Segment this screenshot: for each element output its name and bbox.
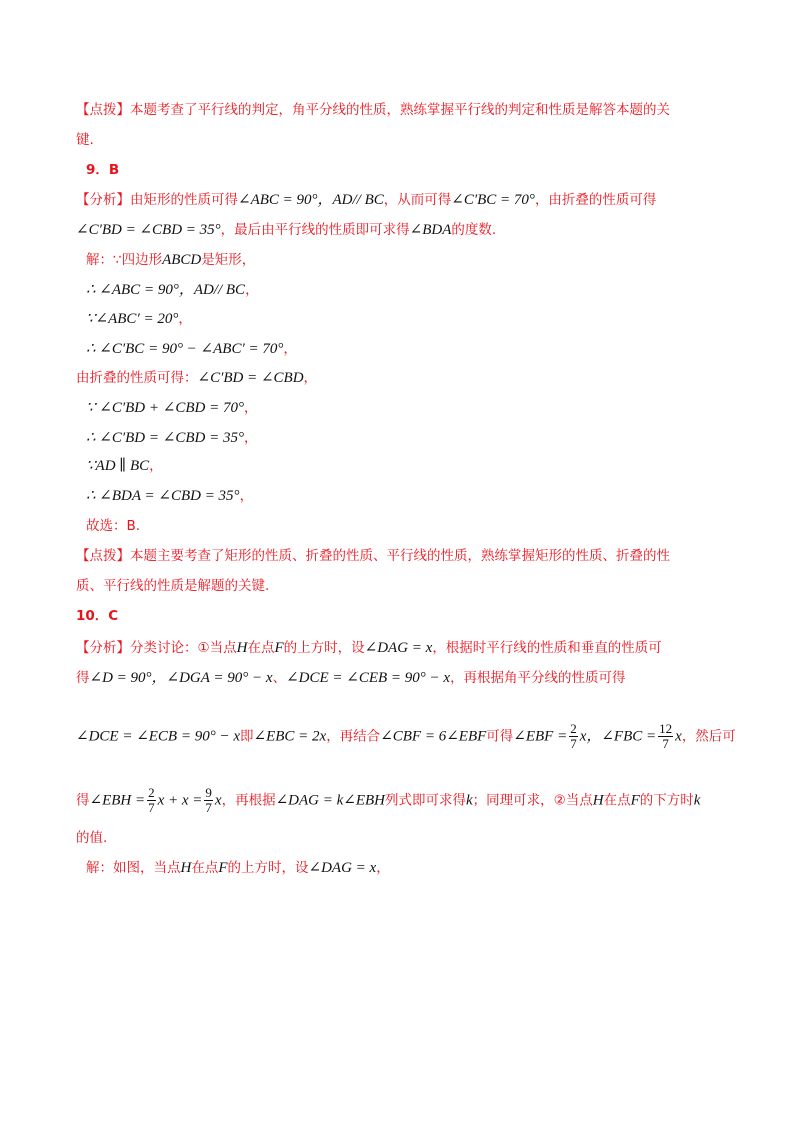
text-segment: 在点 [603, 792, 631, 809]
text-segment: ， [178, 311, 192, 327]
text-line [86, 160, 119, 180]
math-expression: x + x = [157, 792, 203, 809]
text-line [76, 100, 670, 120]
text-segment: 键. [76, 132, 94, 148]
text-segment: 列式即可求得 [385, 792, 466, 809]
text-line [86, 339, 297, 359]
math-expression: ∴ ∠ABC = 90°，AD// BC [86, 282, 246, 298]
text-segment: 质、平行线的性质是解题的关键. [76, 578, 270, 594]
text-segment: 9．B [86, 162, 120, 178]
text-segment: ，根据时平行线的性质和垂直的性质可 [432, 640, 662, 656]
text-segment: 在点 [247, 640, 275, 656]
fraction-numerator: 2 [570, 721, 577, 736]
math-expression: ∠EBH = [89, 792, 146, 809]
text-segment: 解：∵四边形 [86, 252, 163, 268]
math-expression: H [236, 640, 248, 656]
text-segment: ，然后可 [681, 728, 736, 745]
math-expression: x，∠FBC = [579, 728, 657, 745]
text-line [76, 130, 94, 150]
fraction [204, 786, 213, 815]
text-line [76, 576, 269, 596]
text-line [86, 398, 257, 418]
math-expression: ∠BDA [409, 222, 452, 238]
text-segment: 解：如图，当点 [86, 860, 181, 876]
text-segment: ， [149, 458, 163, 474]
text-segment: 【分析】分类讨论：①当点 [76, 640, 237, 656]
math-expression: ∠C′BC = 70° [451, 192, 535, 208]
math-expression: ∵AD ∥ BC [86, 458, 150, 474]
math-expression: ∠CBF = 6∠EBF [380, 728, 487, 745]
math-expression: H [592, 792, 604, 809]
math-expression: ABCD [162, 252, 202, 268]
math-expression: F [218, 860, 228, 876]
math-expression: x [675, 728, 682, 745]
math-expression: ∠EBC = 2x [253, 728, 327, 745]
text-segment: ，再根据 [221, 792, 276, 809]
math-expression: ∴ ∠C′BC = 90° − ∠ABC′ = 70° [86, 341, 284, 357]
text-segment: 故选：B. [86, 518, 141, 534]
math-expression: ∠C′BD = ∠CBD [197, 370, 304, 386]
text-line [86, 456, 163, 476]
text-segment: ，再根据角平分线的性质可得 [450, 670, 626, 686]
text-segment: ，最后由平行线的性质即可求得 [220, 222, 410, 238]
math-expression: ∠EBF = [513, 728, 568, 745]
text-segment: ，由折叠的性质可得 [534, 192, 657, 208]
text-segment: 、 [272, 670, 287, 686]
text-line [76, 190, 656, 210]
text-segment: ， [376, 860, 390, 876]
math-expression: F [630, 792, 640, 809]
text-segment: ， [243, 400, 258, 416]
text-line [86, 486, 253, 506]
math-expression: x [214, 792, 222, 809]
text-segment: ，再结合 [326, 728, 381, 745]
text-segment: 得 [76, 792, 90, 809]
math-expression: k [693, 792, 701, 809]
math-expression: ∴ ∠BDA = ∠CBD = 35° [86, 488, 240, 504]
fraction [569, 722, 578, 751]
fraction-denominator: 7 [662, 736, 669, 751]
math-expression: ∠DAG = x [364, 640, 433, 656]
math-expression: ∠DCE = ∠ECB = 90° − x [76, 728, 240, 745]
text-line [76, 786, 700, 815]
text-line [76, 606, 118, 626]
text-line [76, 722, 736, 751]
text-line [86, 428, 257, 448]
text-line [86, 280, 259, 300]
text-segment: ， [245, 282, 259, 298]
text-segment: 10．C [76, 608, 119, 624]
math-expression: k [466, 792, 473, 809]
fraction-numerator: 12 [659, 721, 673, 736]
text-segment: ， [303, 370, 318, 386]
text-line [76, 668, 626, 688]
math-expression: ∠DCE = ∠CEB = 90° − x [286, 670, 451, 686]
text-segment: 【分析】由矩形的性质可得 [76, 192, 238, 208]
text-segment: 在点 [191, 860, 219, 876]
text-segment: 的下方时 [639, 792, 694, 809]
text-segment: 可得 [486, 728, 514, 745]
text-segment: 由折叠的性质可得： [76, 370, 198, 386]
text-segment: ， [239, 488, 254, 504]
fraction-numerator: 2 [148, 785, 155, 800]
math-expression: ∴ ∠C′BD = ∠CBD = 35° [86, 430, 244, 446]
fraction-denominator: 7 [148, 800, 155, 815]
text-segment: 得 [76, 670, 90, 686]
text-segment: 的上方时，设 [283, 640, 365, 656]
text-segment: ， [243, 430, 258, 446]
text-segment: 的度数. [451, 222, 497, 238]
text-segment: 即 [240, 728, 254, 745]
math-expression: ∵∠ABC′ = 20° [86, 311, 179, 327]
fraction-denominator: 7 [570, 736, 577, 751]
math-expression: ∠C′BD = ∠CBD = 35° [76, 222, 221, 238]
text-line [86, 516, 140, 536]
text-segment: 【点拨】本题考查了平行线的判定，角平分线的性质，熟练掌握平行线的判定和性质是解答本题的关 [76, 102, 670, 118]
text-segment: 的上方时，设 [227, 860, 309, 876]
text-line [76, 828, 107, 848]
math-expression: ∠ABC = 90°，AD// BC [238, 192, 384, 208]
text-segment: ， [283, 341, 297, 357]
fraction [147, 786, 156, 815]
fraction [658, 722, 673, 751]
text-line [76, 220, 496, 240]
math-expression: H [180, 860, 192, 876]
text-segment: ，从而可得 [383, 192, 452, 208]
fraction-denominator: 7 [205, 800, 212, 815]
text-line [86, 309, 192, 329]
text-line [86, 250, 255, 270]
text-segment: ；同理可求，②当点 [472, 792, 593, 809]
math-expression: ∠D = 90°，∠DGA = 90° − x [89, 670, 273, 686]
text-line [76, 368, 317, 388]
text-line [76, 546, 670, 566]
math-expression: ∵ ∠C′BD + ∠CBD = 70° [86, 400, 244, 416]
text-segment: 是矩形， [201, 252, 256, 268]
math-expression: ∠DAG = x [308, 860, 377, 876]
math-expression: ∠DAG = k∠EBH [275, 792, 385, 809]
text-segment: 的值. [76, 830, 108, 846]
text-line [86, 858, 390, 878]
text-segment: 【点拨】本题主要考查了矩形的性质、折叠的性质、平行线的性质，熟练掌握矩形的性质、折叠的性 [76, 548, 670, 564]
fraction-numerator: 9 [205, 785, 212, 800]
text-line [76, 638, 662, 658]
math-expression: F [274, 640, 284, 656]
